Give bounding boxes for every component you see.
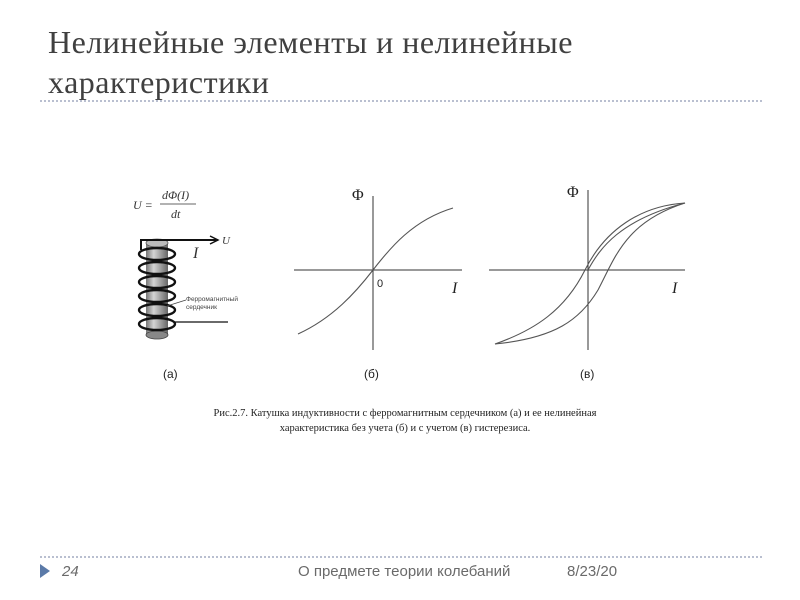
slide-title-line1: Нелинейные элементы и нелинейные	[48, 24, 573, 60]
footer-date: 8/23/20	[567, 563, 618, 580]
formula-numerator: dΦ(I)	[162, 188, 190, 202]
footer-arrow-icon	[40, 564, 50, 578]
panel-c-y-label: Φ	[567, 184, 579, 201]
panel-c-label: (в)	[580, 367, 595, 381]
panel-b-chart	[294, 187, 462, 381]
core-bottom	[146, 331, 168, 339]
hysteresis-upper-branch	[495, 203, 685, 344]
core-label-line1: Ферромагнитный	[186, 296, 238, 303]
formula	[133, 188, 196, 221]
panel-a-label: (а)	[163, 367, 178, 381]
coil-current-label: I	[193, 245, 199, 262]
core-label-line2: сердечник	[186, 304, 217, 311]
footer-divider	[40, 556, 762, 558]
panel-b-y-label: Φ	[352, 187, 364, 204]
caption-line1: Рис.2.7. Катушка индуктивности с ферромагнитным сердечником (а) и ее нелинейная	[213, 408, 597, 419]
caption-line2: характеристика без учета (б) и с учетом (в) гистерезиса.	[279, 423, 531, 434]
coil-voltage-label: U	[222, 235, 230, 247]
coil-windings	[139, 248, 175, 330]
panel-b-curve	[298, 208, 453, 334]
footer-presentation-title: О предмете теории колебаний	[298, 563, 511, 580]
slide-title-line2: характеристики	[48, 64, 270, 100]
hysteresis-lower-branch	[495, 203, 685, 344]
formula-denominator: dt	[171, 207, 181, 221]
panel-b-label: (б)	[364, 367, 379, 381]
panel-c-x-label: I	[672, 280, 678, 297]
panel-b-origin-label: 0	[377, 278, 384, 290]
coil-diagram	[139, 235, 238, 381]
slide-number: 24	[62, 563, 79, 580]
formula-lhs: U =	[133, 198, 153, 212]
figure-caption	[140, 406, 670, 436]
hysteresis-inner-curve	[588, 203, 685, 270]
panel-c-chart	[489, 184, 685, 381]
panel-b-x-label: I	[452, 280, 458, 297]
